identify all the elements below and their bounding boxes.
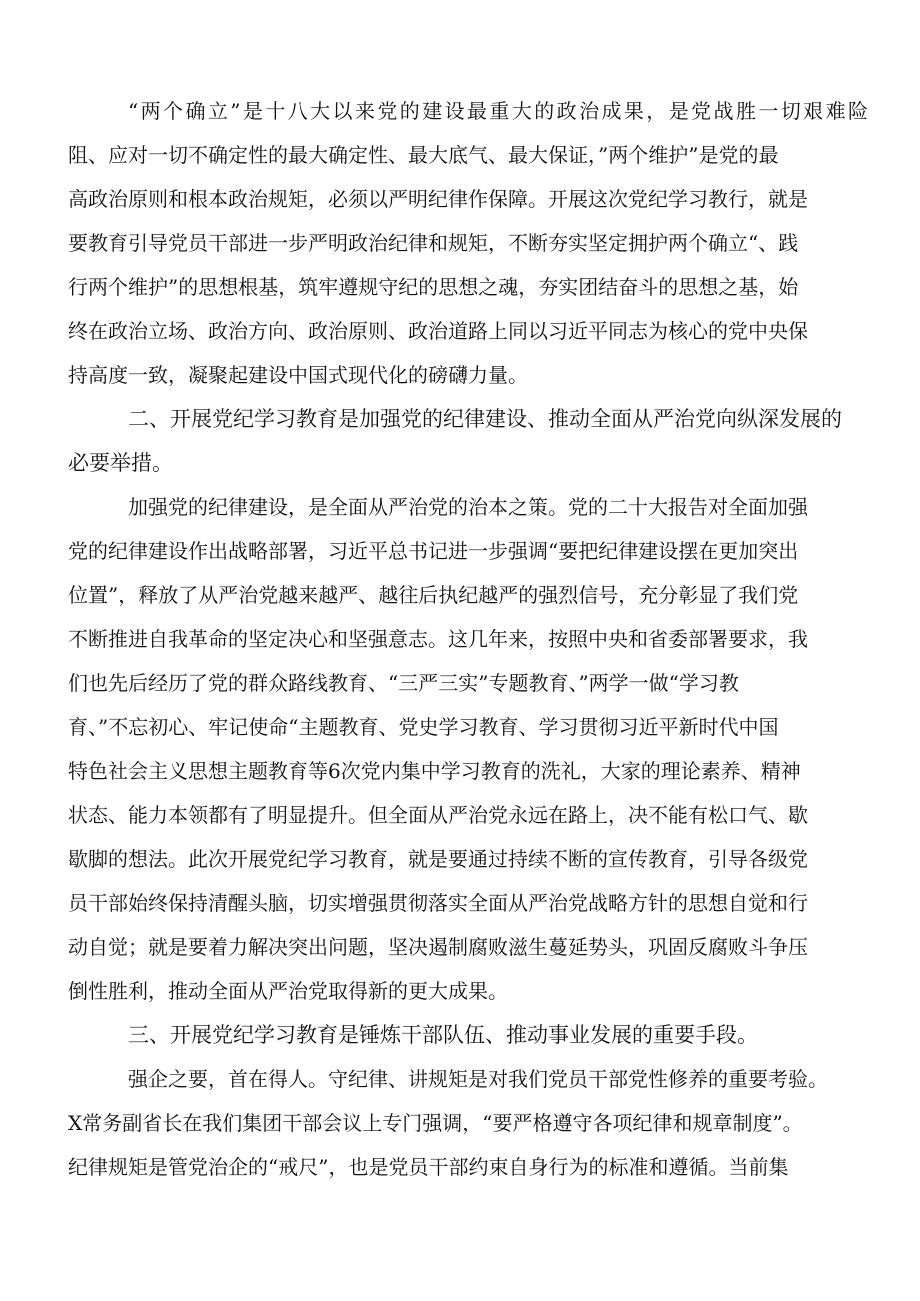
- paragraph-2-line-1: 加强党的纪律建设，是全面从严治党的治本之策。党的二十大报告对全面加强: [128, 495, 808, 519]
- paragraph-2-line-3: 位置”，释放了从严治党越来越严、越往后执纪越严的强烈信号，充分彰显了我们党: [68, 583, 799, 607]
- paragraph-2-line-9: 歇脚的想法。此次开展党纪学习教育，就是要通过持续不断的宣传教育，引导各级党: [68, 847, 808, 871]
- paragraph-1-line-4: 要教育引导党员干部进一步严明政治纪律和规矩，不断夯实坚定拥护两个确立“、践: [68, 231, 799, 255]
- paragraph-1-line-6: 终在政治立场、政治方向、政治原则、政治道路上同以习近平同志为核心的党中央保: [68, 319, 808, 343]
- paragraph-1-line-7: 持高度一致，凝聚起建设中国式现代化的磅礴力量。: [68, 363, 528, 387]
- paragraph-1-line-1: “两个确立”是十八大以来党的建设最重大的政治成果，是党战胜一切艰难险: [128, 99, 868, 123]
- paragraph-2-line-8: 状态、能力本领都有了明显提升。但全面从严治党永远在路上，决不能有松口气、歇: [68, 803, 808, 827]
- paragraph-2-line-4: 不断推进自我革命的坚定决心和坚强意志。这几年来，按照中央和省委部署要求，我: [68, 627, 808, 651]
- section-heading-2-line-1: 二、开展党纪学习教育是加强党的纪律建设、推动全面从严治党向纵深发展的: [128, 407, 842, 431]
- paragraph-1-line-3: 高政治原则和根本政治规矩，必须以严明纪律作保障。开展这次党纪学习教行，就是: [68, 187, 808, 211]
- paragraph-2-line-6: 育、”不忘初心、牢记使命“主题教育、党史学习教育、学习贯彻习近平新时代中国: [68, 715, 779, 739]
- paragraph-2-line-10: 员干部始终保持清醒头脑，切实增强贯彻落实全面从严治党战略方针的思想自觉和行: [68, 891, 808, 915]
- paragraph-2-line-2: 党的纪律建设作出战略部署，习近平总书记进一步强调“要把纪律建设摆在更加突出: [68, 539, 799, 563]
- paragraph-2-line-5: 们也先后经历了党的群众路线教育、“三严三实”专题教育、”两学一做“学习教: [68, 671, 739, 695]
- paragraph-2-line-7: 特色社会主义思想主题教育等6次党内集中学习教育的洗礼，大家的理论素养、精神: [68, 759, 801, 783]
- paragraph-2-line-11: 动自觉；就是要着力解决突出问题，坚决遏制腐败滋生蔓延势头，巩固反腐败斗争压: [68, 935, 808, 959]
- section-heading-2-line-2: 必要举措。: [68, 451, 173, 475]
- paragraph-1-line-2: 阻、应对一切不确定性的最大确定性、最大底气、最大保证，”两个维护”是党的最: [68, 143, 779, 167]
- section-heading-3: 三、开展党纪学习教育是锤炼干部队伍、推动事业发展的重要手段。: [128, 1023, 758, 1047]
- paragraph-3-line-1: 强企之要，首在得人。守纪律、讲规矩是对我们党员干部党性修养的重要考验。: [128, 1067, 828, 1091]
- paragraph-1-line-5: 行两个维护”的思想根基，筑牢遵规守纪的思想之魂，夯实团结奋斗的思想之基，始: [68, 275, 799, 299]
- paragraph-3-line-2: X常务副省长在我们集团干部会议上专门强调，“要严格遵守各项纪律和规章制度”。: [68, 1111, 803, 1135]
- paragraph-2-line-12: 倒性胜利，推动全面从严治党取得新的更大成果。: [68, 979, 508, 1003]
- paragraph-3-line-3: 纪律规矩是管党治企的“戒尺”，也是党员干部约束自身行为的标准和遵循。当前集: [68, 1155, 789, 1179]
